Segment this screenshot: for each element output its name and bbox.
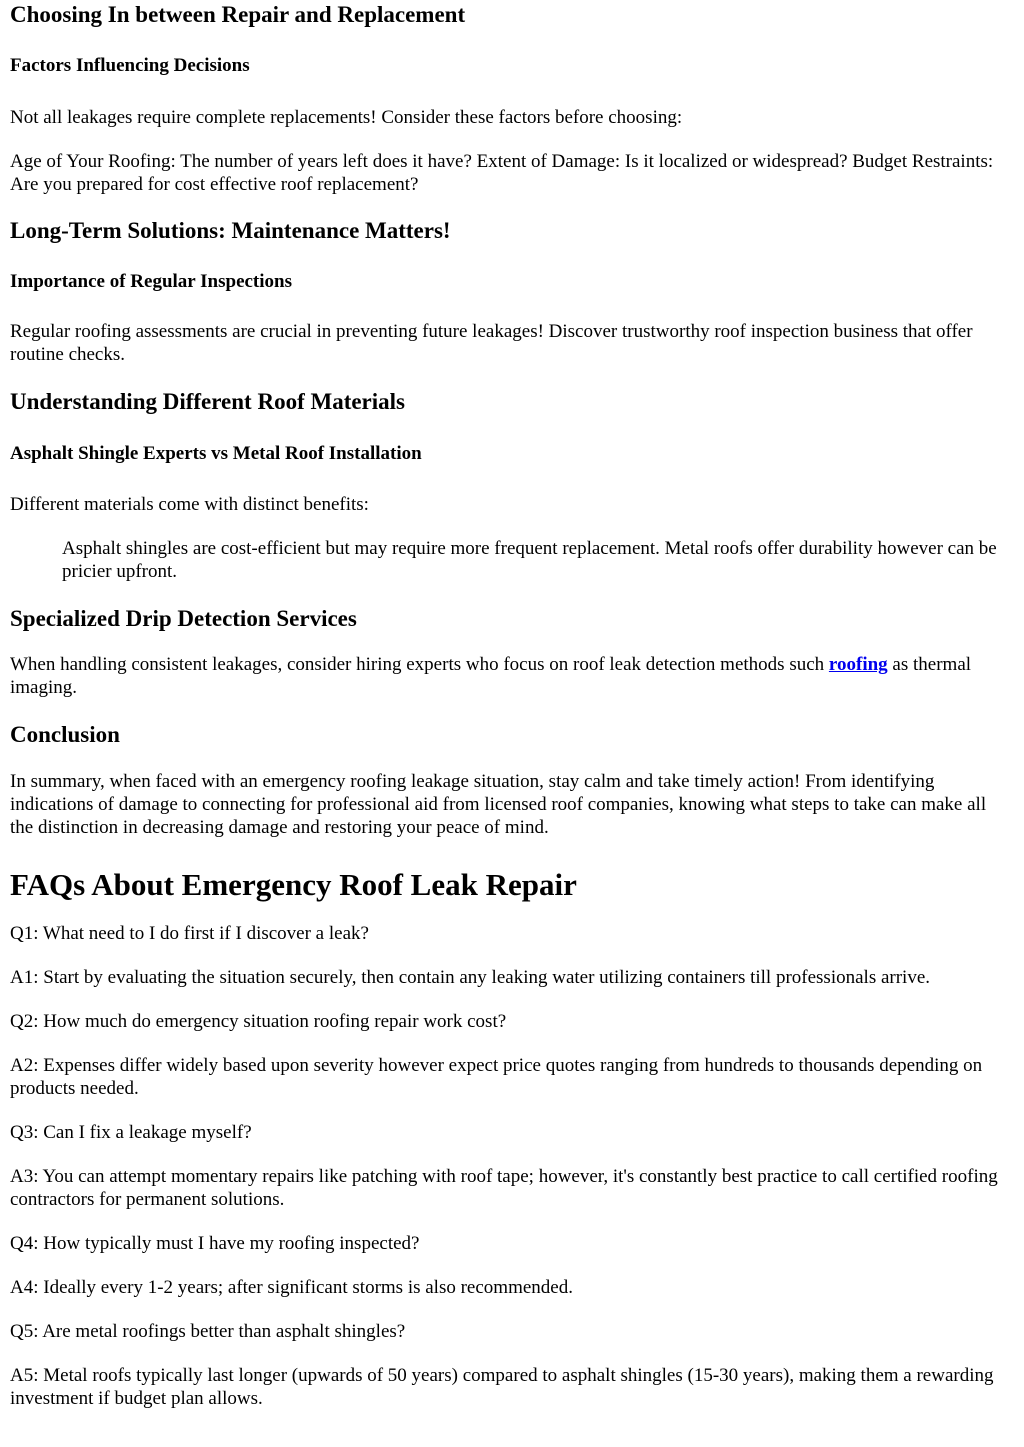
section-heading-maintenance: Long-Term Solutions: Maintenance Matters! [10,218,451,243]
faq-question: Q4: How typically must I have my roofing inspected? [10,1233,420,1254]
paragraph-detection [10,653,1014,699]
paragraph-factors-list: Age of Your Roofing: The number of years left does it have? Extent of Damage: Is it localized or widespread? Budget Restraints: Are you prepared for cost effective roof replacement? [10,151,994,195]
paragraph-conclusion: In summary, when faced with an emergency roofing leakage situation, stay calm and take timely action! From identifying indications of damage to connecting for professional aid from licensed roof companies, knowing what steps to take can make all the distinction in decreasing damage and restoring your peace of mind. [10,771,987,838]
faq-answer: A2: Expenses differ widely based upon severity however expect price quotes ranging from hundreds to thousands depending on products needed. [10,1055,983,1099]
subheading-materials: Asphalt Shingle Experts vs Metal Roof Installation [10,443,422,464]
faq-answer: A3: You can attempt momentary repairs like patching with roof tape; however, it's constantly best practice to call certified roofing contractors for permanent solutions. [10,1166,998,1210]
faq-answer: A1: Start by evaluating the situation securely, then contain any leaking water utilizing containers till professionals arrive. [10,967,931,988]
faq-question: Q5: Are metal roofings better than asphalt shingles? [10,1321,406,1342]
detection-text-before: When handling consistent leakages, consider hiring experts who focus on roof leak detection methods such [10,654,829,675]
faq-question: Q3: Can I fix a leakage myself? [10,1122,252,1143]
paragraph-materials-intro: Different materials come with distinct benefits: [10,494,369,515]
faq-list [10,922,1014,1410]
detection-text-after: as thermal imaging. [10,654,972,698]
faq-answer: A4: Ideally every 1-2 years; after significant storms is also recommended. [10,1277,573,1298]
paragraph-factors-intro: Not all leakages require complete replacements! Consider these factors before choosing: [10,107,683,128]
article-body [0,1,1024,1410]
faq-question: Q2: How much do emergency situation roofing repair work cost? [10,1011,507,1032]
section-heading-detection: Specialized Drip Detection Services [10,606,357,631]
faq-question: Q1: What need to I do first if I discover a leak? [10,923,369,944]
roofing-link[interactable]: roofing [828,654,888,675]
blockquote-materials: Asphalt shingles are cost-efficient but may require more frequent replacement. Metal roofs offer durability however can be pricier upfront. [62,538,997,582]
paragraph-inspections: Regular roofing assessments are crucial in preventing future leakages! Discover trustworthy roof inspection business that offer routine checks. [10,321,973,365]
faq-heading: FAQs About Emergency Roof Leak Repair [10,867,577,902]
section-heading-repair-vs-replace: Choosing In between Repair and Replacement [10,2,466,27]
subheading-inspections: Importance of Regular Inspections [10,271,293,292]
section-heading-materials: Understanding Different Roof Materials [10,389,405,414]
faq-answer: A5: Metal roofs typically last longer (upwards of 50 years) compared to asphalt shingles (15-30 years), making them a rewarding investment if budget plan allows. [10,1365,994,1409]
section-heading-conclusion: Conclusion [10,722,120,747]
subheading-factors: Factors Influencing Decisions [10,55,250,76]
